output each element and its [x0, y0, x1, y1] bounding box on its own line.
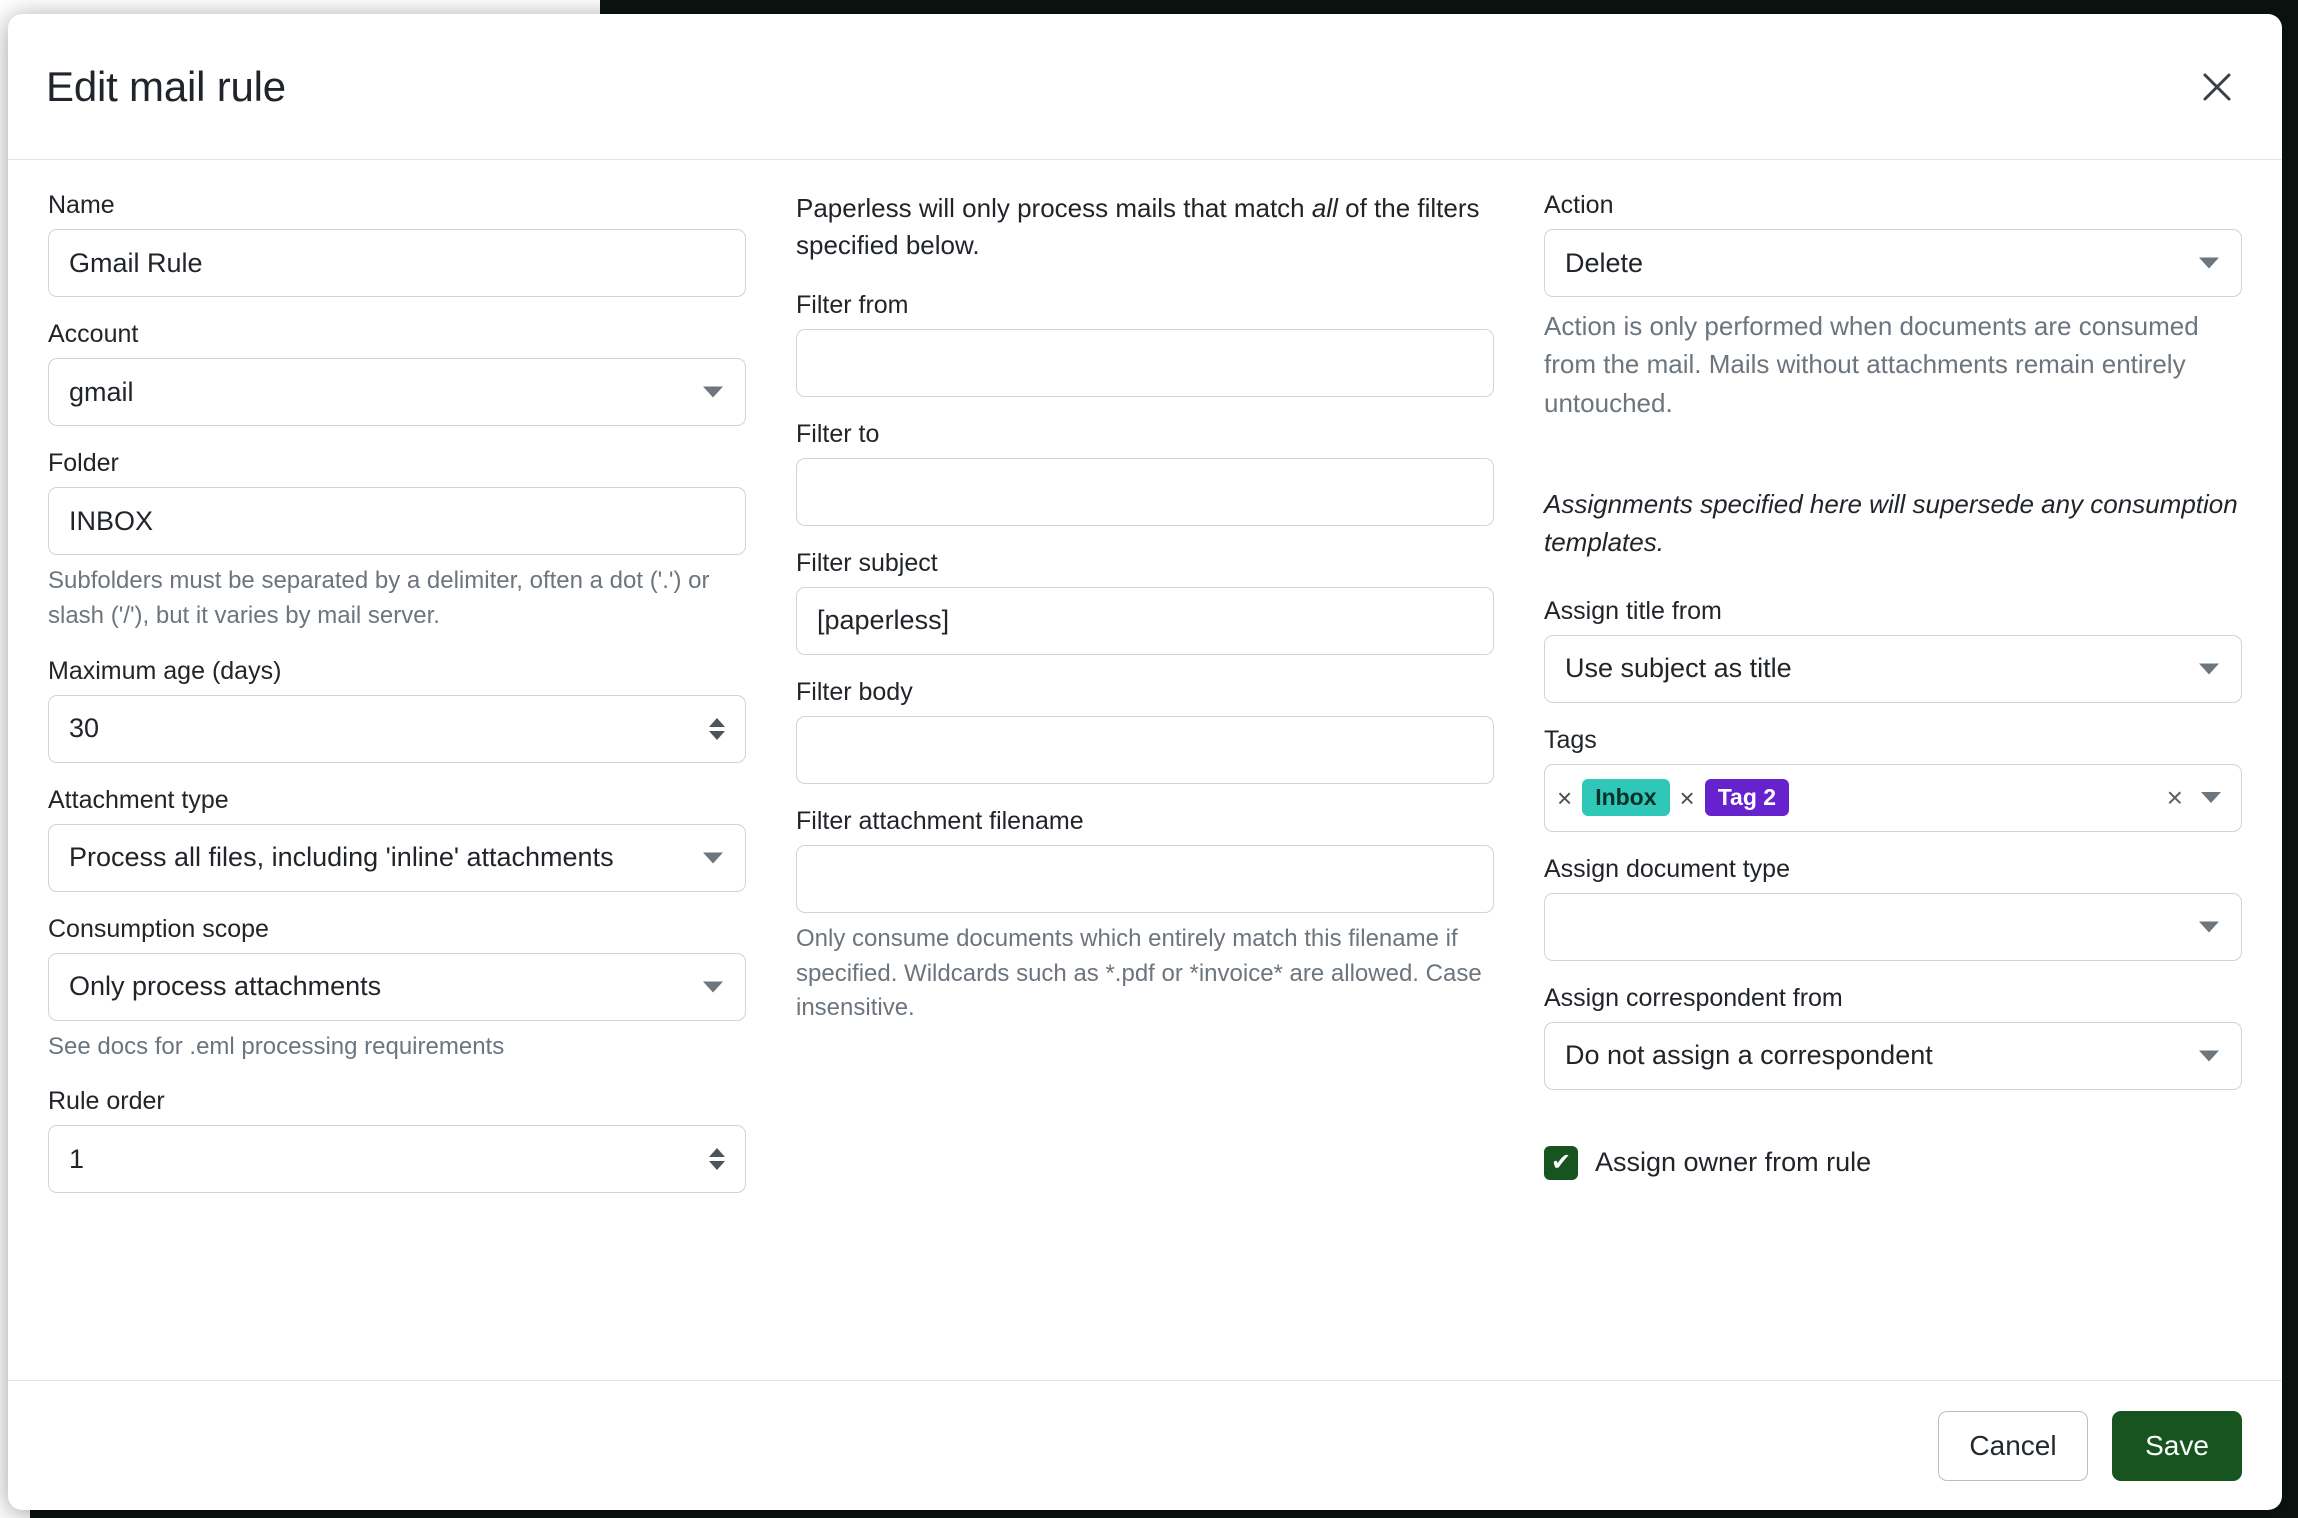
background-top-panel	[0, 0, 600, 14]
tags-input[interactable]	[1544, 764, 2242, 832]
folder-help-text: Subfolders must be separated by a delimiter, often a dot ('.') or slash ('/'), but it varies by mail server.	[48, 567, 710, 629]
rule-order-stepper[interactable]	[709, 1148, 725, 1170]
field-filter-body	[796, 677, 1494, 784]
close-icon[interactable]	[2188, 58, 2246, 116]
chevron-down-icon	[2199, 921, 2219, 932]
assign-document-type-select[interactable]	[1544, 893, 2242, 961]
filters-intro-emphasis: all	[1311, 193, 1338, 223]
assign-title-from-select[interactable]	[1544, 635, 2242, 703]
remove-tag-icon[interactable]: ×	[1679, 782, 1695, 813]
tag-chip-1: Tag 2	[1705, 779, 1789, 816]
field-folder	[48, 448, 746, 634]
chevron-down-icon	[703, 387, 723, 398]
consumption-scope-label: Consumption scope	[48, 914, 269, 943]
tag-chip-0: Inbox	[1582, 779, 1669, 816]
filter-from-label: Filter from	[796, 290, 909, 319]
field-action	[1544, 190, 2242, 422]
assign-correspondent-from-value: Do not assign a correspondent	[1565, 1040, 1933, 1071]
chevron-down-icon	[2199, 1050, 2219, 1061]
field-filter-subject	[796, 548, 1494, 655]
action-select[interactable]	[1544, 229, 2242, 297]
field-account	[48, 319, 746, 426]
dialog-footer	[8, 1380, 2282, 1510]
clear-icon[interactable]: ×	[2166, 781, 2183, 813]
field-filter-to	[796, 419, 1494, 526]
filter-from-input[interactable]	[796, 329, 1494, 397]
rule-order-input[interactable]	[48, 1125, 746, 1193]
page-title: Edit mail rule	[46, 62, 286, 110]
field-rule-order	[48, 1086, 746, 1193]
filter-body-input[interactable]	[796, 716, 1494, 784]
dialog-header	[8, 14, 2282, 160]
filter-subject-label: Filter subject	[796, 548, 938, 577]
cancel-button[interactable]: Cancel	[1938, 1411, 2088, 1481]
tag-item[interactable]	[1557, 779, 1670, 816]
field-filter-attachment-filename	[796, 806, 1494, 1026]
consumption-scope-select[interactable]	[48, 953, 746, 1021]
filter-to-input[interactable]	[796, 458, 1494, 526]
filters-intro-post: of the filters specified below.	[796, 193, 1480, 260]
stepper-up-icon[interactable]	[709, 718, 725, 727]
field-maximum-age	[48, 656, 746, 763]
filter-subject-input[interactable]: [paperless]	[796, 587, 1494, 655]
remove-tag-icon[interactable]: ×	[1557, 782, 1573, 813]
tags-controls	[2166, 781, 2227, 813]
tag-item[interactable]	[1680, 779, 1790, 816]
maximum-age-label: Maximum age (days)	[48, 656, 282, 685]
assignments-note: Assignments specified here will supersede any consumption templates.	[1544, 489, 2238, 558]
field-consumption-scope	[48, 914, 746, 1065]
stepper-up-icon[interactable]	[709, 1148, 725, 1157]
column-actions	[1544, 190, 2242, 1380]
stepper-down-icon[interactable]	[709, 1161, 725, 1170]
name-label: Name	[48, 191, 115, 219]
attachment-type-value: Process all files, including 'inline' attachments	[69, 842, 614, 873]
chevron-down-icon	[703, 852, 723, 863]
filter-attachment-filename-label: Filter attachment filename	[796, 806, 1084, 835]
filter-attachment-help-text: Only consume documents which entirely match this filename if specified. Wildcards such as *.pdf or *invoice* are allowed. Case insensitive.	[796, 924, 1482, 1022]
maximum-age-input[interactable]	[48, 695, 746, 763]
chevron-down-icon	[2199, 258, 2219, 269]
chevron-down-icon[interactable]	[2201, 792, 2221, 803]
consumption-scope-value: Only process attachments	[69, 971, 382, 1002]
field-assign-correspondent-from	[1544, 983, 2242, 1090]
chevron-down-icon	[2199, 663, 2219, 674]
dialog-body	[8, 160, 2282, 1380]
assign-owner-from-rule-row[interactable]	[1544, 1146, 2242, 1180]
field-attachment-type	[48, 785, 746, 892]
assign-correspondent-from-select[interactable]	[1544, 1022, 2242, 1090]
maximum-age-stepper[interactable]	[709, 718, 725, 740]
assign-title-from-value: Use subject as title	[1565, 653, 1792, 684]
attachment-type-label: Attachment type	[48, 785, 229, 814]
assign-owner-checkbox[interactable]: ✔	[1544, 1146, 1578, 1180]
action-label: Action	[1544, 191, 1614, 219]
save-button[interactable]: Save	[2112, 1411, 2242, 1481]
field-assign-title-from	[1544, 596, 2242, 703]
maximum-age-value: 30	[69, 713, 100, 744]
filter-attachment-filename-input[interactable]	[796, 845, 1494, 913]
field-tags	[1544, 725, 2242, 832]
field-name	[48, 190, 746, 297]
stepper-down-icon[interactable]	[709, 731, 725, 740]
attachment-type-select[interactable]	[48, 824, 746, 892]
assign-correspondent-from-label: Assign correspondent from	[1544, 983, 1843, 1012]
field-filter-from	[796, 290, 1494, 397]
consumption-scope-help-text: See docs for .eml processing requirements	[48, 1032, 505, 1060]
rule-order-label: Rule order	[48, 1087, 165, 1116]
filter-body-label: Filter body	[796, 677, 913, 706]
chevron-down-icon	[703, 981, 723, 992]
folder-input[interactable]: INBOX	[48, 487, 746, 555]
rule-order-value: 1	[69, 1143, 85, 1174]
edit-mail-rule-dialog	[8, 14, 2282, 1510]
filters-intro-text	[796, 190, 1494, 264]
assign-document-type-label: Assign document type	[1544, 854, 1790, 883]
account-value: gmail	[69, 376, 134, 407]
assign-title-from-label: Assign title from	[1544, 596, 1722, 625]
action-value: Delete	[1565, 247, 1644, 278]
filter-to-label: Filter to	[796, 419, 880, 448]
column-general	[48, 190, 746, 1380]
column-filters	[796, 190, 1494, 1380]
assign-owner-label: Assign owner from rule	[1595, 1147, 1872, 1178]
field-assign-document-type	[1544, 854, 2242, 961]
tags-label: Tags	[1544, 725, 1597, 754]
account-select[interactable]	[48, 358, 746, 426]
name-input[interactable]: Gmail Rule	[48, 229, 746, 297]
account-label: Account	[48, 320, 139, 348]
filters-intro-pre: Paperless will only process mails that match	[796, 193, 1312, 223]
action-help-text: Action is only performed when documents are consumed from the mail. Mails without attachments remain entirely untouched.	[1544, 311, 2199, 418]
folder-label: Folder	[48, 449, 119, 477]
